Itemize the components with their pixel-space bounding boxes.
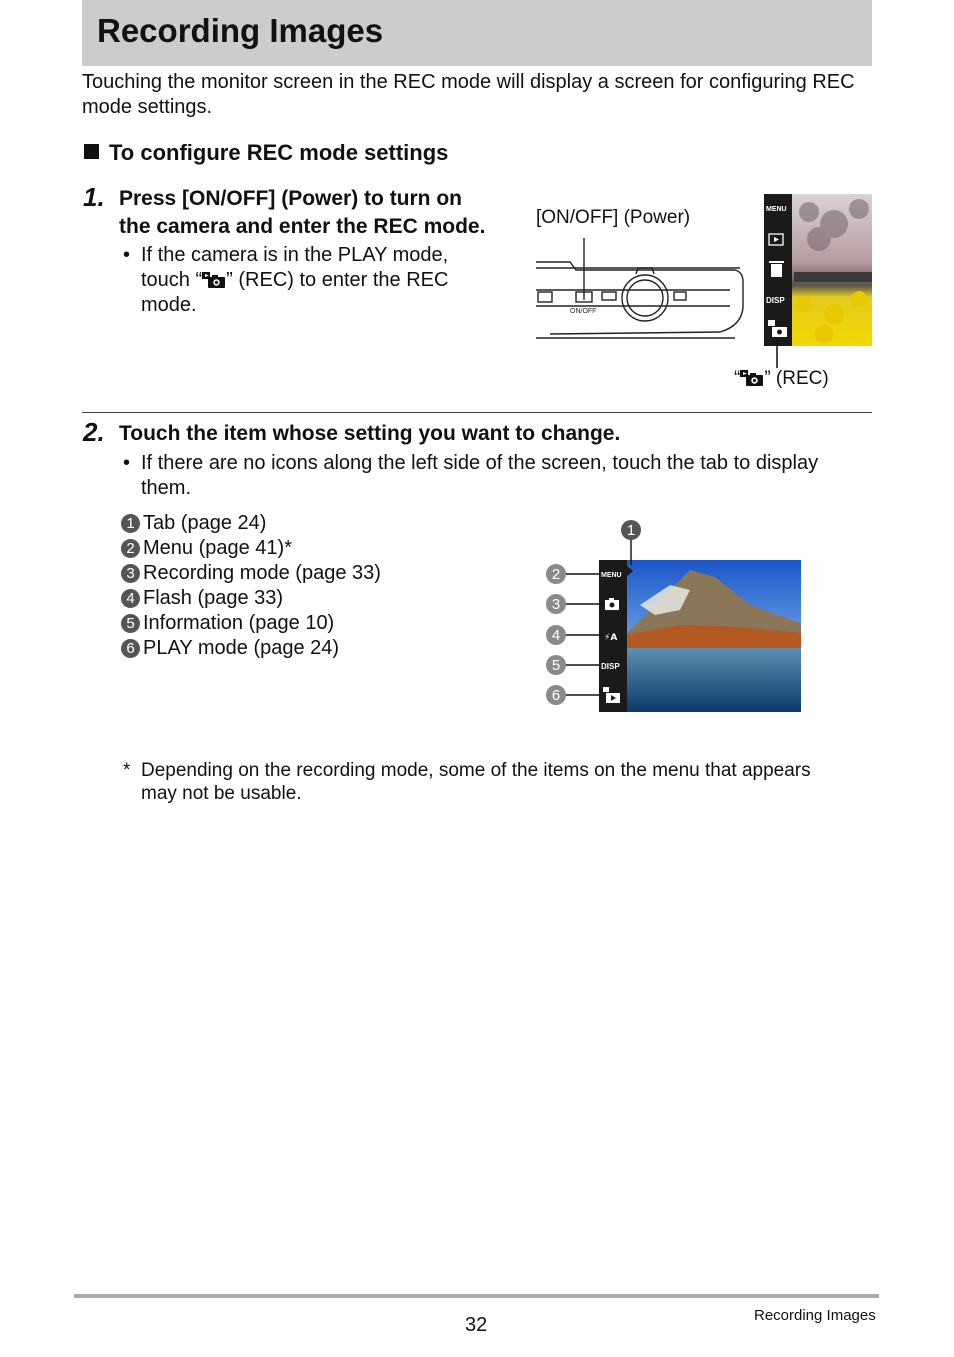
footnote-line1: Depending on the recording mode, some of the items on the menu that appears [141,760,811,781]
list-item-label: PLAY mode (page 24) [143,637,340,659]
screen-callout-3: 3 [551,596,561,613]
list-item [121,511,381,536]
flash-icon: ⚡A [604,633,618,643]
list-item [121,586,381,611]
number-circle: 2 [121,539,140,558]
callout-legend [121,511,381,661]
number-circle: 4 [121,589,140,608]
rec-label-open: “ [734,368,741,389]
step2-bullet-line2: them. [141,477,192,499]
list-item [121,636,381,661]
bullet-dot: • [123,452,131,474]
step2-bullet-line1: If there are no icons along the left side of the screen, touch the tab to display [141,452,819,474]
list-item [121,536,381,561]
footnote-mark: * [123,760,131,781]
power-label: [ON/OFF] (Power) [536,207,691,228]
number-circle: 3 [121,564,140,583]
step1-bullet-line3: mode. [141,294,197,316]
number-circle: 6 [121,639,140,658]
rec-icon [202,270,226,288]
square-bullet-icon [84,144,99,159]
rec-label [734,368,829,390]
footer-section-name: Recording Images [754,1307,876,1324]
footer-rule [74,1294,879,1298]
step2-heading: Touch the item whose setting you want to change. [119,422,621,445]
menu-text: MENU [601,572,622,579]
footnote-line2: may not be usable. [141,783,302,804]
step1-heading-line1: Press [ON/OFF] (Power) to turn on [119,187,463,210]
section-heading-text: To configure REC mode settings [109,140,449,165]
footnote [123,759,871,805]
step2-number: 2. [83,417,105,447]
step1-bullet-text-b: ” (REC) to enter the REC [226,269,449,291]
step1-heading-line2: the camera and enter the REC mode. [119,215,486,238]
screen-menu-text: MENU [766,206,787,213]
list-item [121,561,381,586]
step1-bullet-line2 [141,268,521,293]
camera-screen-step2 [540,515,805,715]
screen-callout-5: 5 [551,657,561,674]
screen-disp-text: DISP [766,296,785,305]
step2-bullet [123,451,871,501]
rec-label-close: ” (REC) [764,368,829,389]
list-item-label: Tab (page 24) [143,512,267,534]
rec-icon [740,368,764,386]
step-divider [82,412,872,413]
screen-callout-6: 6 [551,687,561,704]
step1-bullet [123,243,521,318]
list-item-label: Information (page 10) [143,612,335,634]
camera-onoff-text: ON/OFF [570,308,597,315]
rec-callout-line [770,340,784,370]
bullet-dot: • [123,244,131,266]
camera-screen-step1 [764,194,872,346]
number-circle: 1 [121,514,140,533]
intro-paragraph: Touching the monitor screen in the REC mode will display a screen for configuring REC mode settings. [82,71,855,118]
section-heading [84,140,448,166]
page-title: Recording Images [97,12,384,49]
step1-bullet-text-a: touch “ [141,269,203,291]
step1-bullet-line1: If the camera is in the PLAY mode, [141,244,449,266]
page-number: 32 [465,1314,488,1336]
number-circle: 5 [121,614,140,633]
list-item-label: Flash (page 33) [143,587,284,609]
screen-callout-2: 2 [551,566,561,583]
step1-number: 1. [83,182,105,212]
list-item-label: Menu (page 41)* [143,537,292,559]
screen-callout-4: 4 [551,627,561,644]
list-item [121,611,381,636]
screen-callout-1: 1 [626,522,636,539]
camera-top-diagram [530,230,755,350]
list-item-label: Recording mode (page 33) [143,562,381,584]
disp-text: DISP [601,662,620,671]
